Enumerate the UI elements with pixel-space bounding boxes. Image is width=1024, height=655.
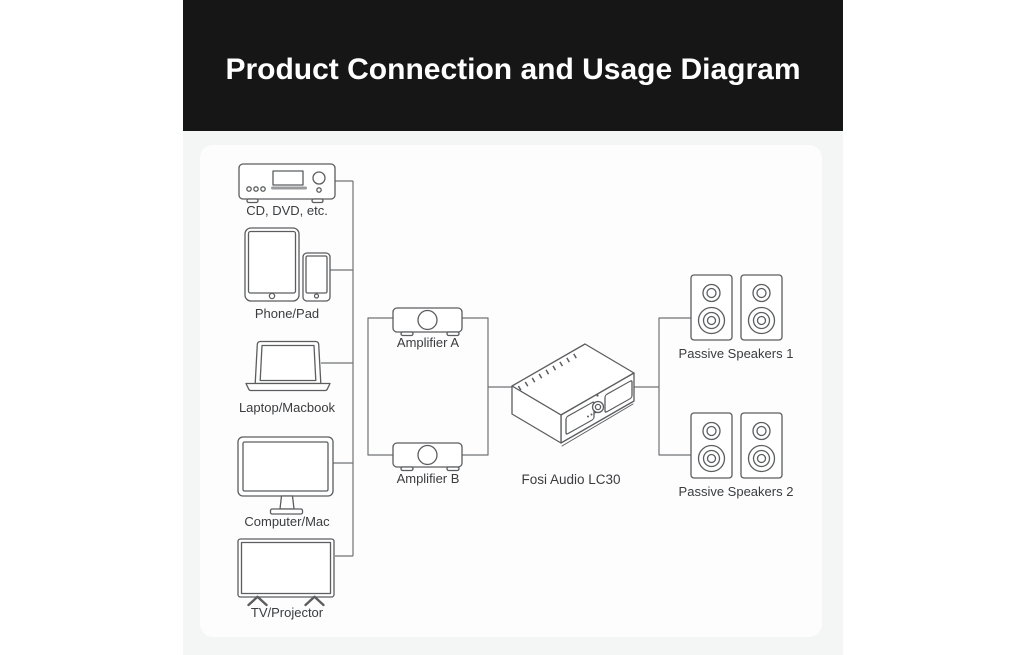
lc30-knob-icon [593, 402, 604, 413]
tablet-icon [245, 228, 299, 301]
amplifier-a-icon [393, 308, 462, 336]
label-cd-dvd: CD, DVD, etc. [246, 203, 328, 218]
tv-icon [238, 539, 334, 605]
label-amplifier-b: Amplifier B [396, 471, 460, 486]
label-tv: TV/Projector [250, 605, 324, 620]
label-amplifier-a: Amplifier A [396, 335, 460, 350]
amplifier-b-icon [393, 443, 462, 471]
label-lc30: Fosi Audio LC30 [521, 472, 621, 487]
label-speakers-2: Passive Speakers 2 [678, 484, 794, 499]
cd-dvd-player-icon [239, 164, 335, 203]
label-phone-pad: Phone/Pad [254, 306, 320, 321]
label-computer: Computer/Mac [244, 514, 330, 529]
laptop-icon [246, 342, 330, 391]
label-speakers-1: Passive Speakers 1 [678, 346, 794, 361]
page-title: Product Connection and Usage Diagram [225, 53, 801, 86]
label-laptop: Laptop/Macbook [238, 400, 336, 415]
